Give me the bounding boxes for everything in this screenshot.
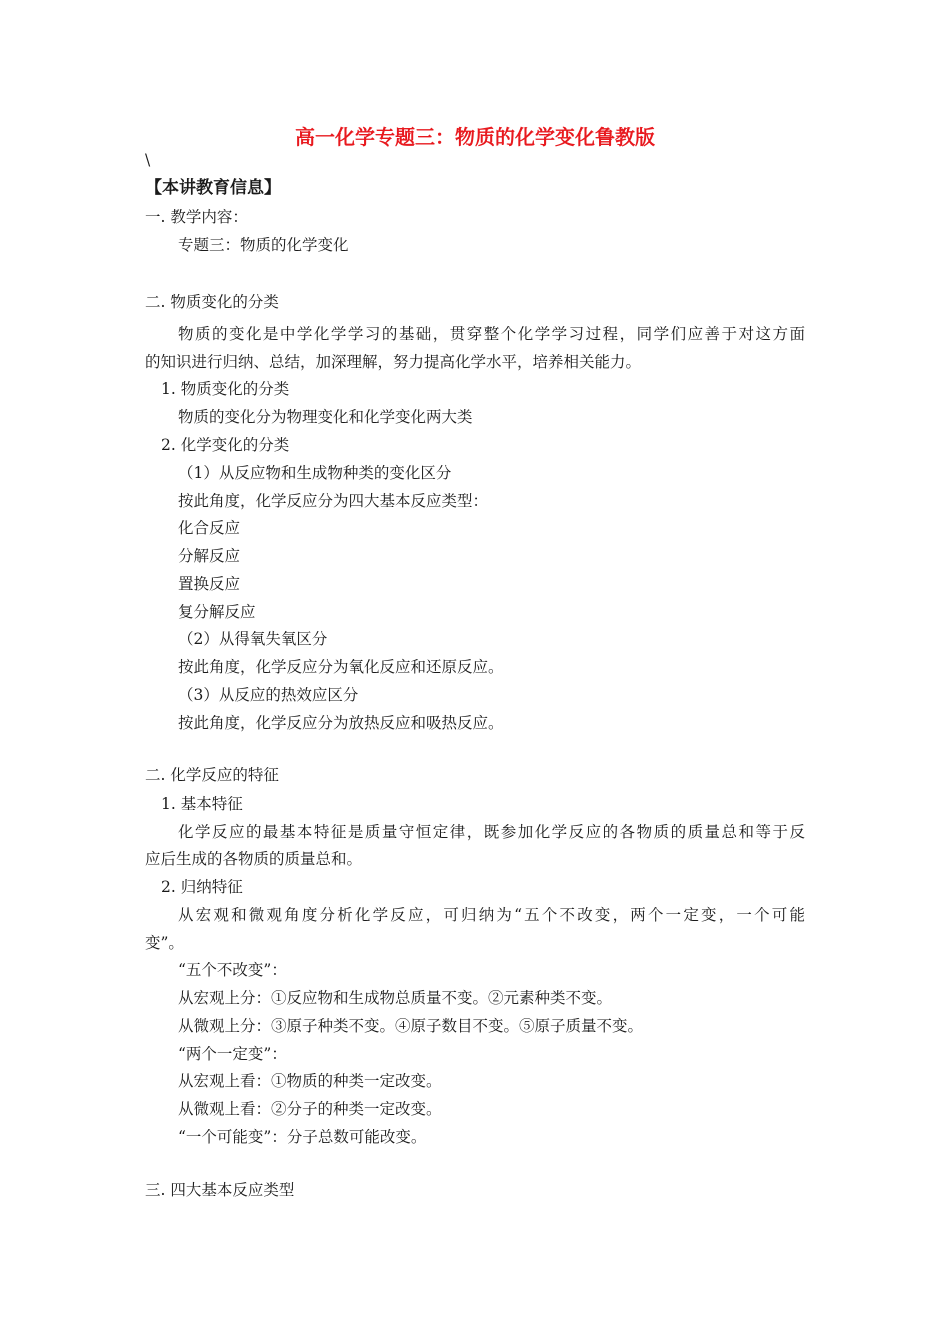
- reaction-type: 化合反应: [178, 519, 241, 537]
- classification-item: （1）从反应物和生成物种类的变化区分: [178, 464, 452, 482]
- paragraph-line: 物质的变化是中学化学学习的基础，贯穿整个化学学习过程，同学们应善于对这方面: [178, 325, 805, 343]
- subheading: 2. 归纳特征: [161, 878, 243, 896]
- subheading: 1. 物质变化的分类: [161, 380, 290, 398]
- quoted-heading: “两个一定变”：: [178, 1045, 287, 1063]
- classification-item: （2）从得氧失氧区分: [178, 630, 328, 648]
- paragraph-line: 从宏观上看：①物质的种类一定改变。: [178, 1072, 442, 1090]
- paragraph-line: 变”。: [145, 934, 184, 952]
- section-header: 【本讲教育信息】: [145, 178, 281, 198]
- heading-change-classification: 二. 物质变化的分类: [145, 293, 279, 311]
- paragraph-line: 物质的变化分为物理变化和化学变化两大类: [178, 408, 473, 426]
- reaction-type: 复分解反应: [178, 603, 256, 621]
- paragraph-line: 按此角度，化学反应分为氧化反应和还原反应。: [178, 658, 504, 676]
- paragraph-line: 按此角度，化学反应分为四大基本反应类型：: [178, 492, 489, 510]
- classification-item: （3）从反应的热效应区分: [178, 686, 359, 704]
- reaction-type: 置换反应: [178, 575, 241, 593]
- paragraph-line: 从微观上分：③原子种类不变。④原子数目不变。⑤原子质量不变。: [178, 1017, 644, 1035]
- heading-teaching-content: 一. 教学内容：: [145, 208, 248, 226]
- paragraph-line: 按此角度，化学反应分为放热反应和吸热反应。: [178, 714, 504, 732]
- subheading: 2. 化学变化的分类: [161, 436, 290, 454]
- backslash-mark: \: [145, 151, 151, 169]
- paragraph-line: 从宏观上分：①反应物和生成物总质量不变。②元素种类不变。: [178, 989, 613, 1007]
- paragraph-line: 化学反应的最基本特征是质量守恒定律，既参加化学反应的各物质的质量总和等于反: [178, 823, 805, 841]
- heading-reaction-features: 二. 化学反应的特征: [145, 766, 279, 784]
- paragraph-line: 从微观上看：②分子的种类一定改变。: [178, 1100, 442, 1118]
- paragraph-line: 应后生成的各物质的质量总和。: [145, 850, 363, 868]
- quoted-heading: “五个不改变”：: [178, 961, 287, 979]
- reaction-type: 分解反应: [178, 547, 241, 565]
- subheading: 1. 基本特征: [161, 795, 243, 813]
- paragraph-line: 从宏观和微观角度分析化学反应，可归纳为“五个不改变，两个一定变，一个可能: [178, 906, 805, 924]
- quoted-heading: “一个可能变”：分子总数可能改变。: [178, 1128, 427, 1146]
- heading-four-reaction-types: 三. 四大基本反应类型: [145, 1181, 295, 1199]
- teaching-content-text: 专题三：物质的化学变化: [178, 236, 349, 254]
- paragraph-line: 的知识进行归纳、总结，加深理解，努力提高化学水平，培养相关能力。: [145, 353, 642, 371]
- document-title: 高一化学专题三：物质的化学变化鲁教版: [295, 125, 655, 149]
